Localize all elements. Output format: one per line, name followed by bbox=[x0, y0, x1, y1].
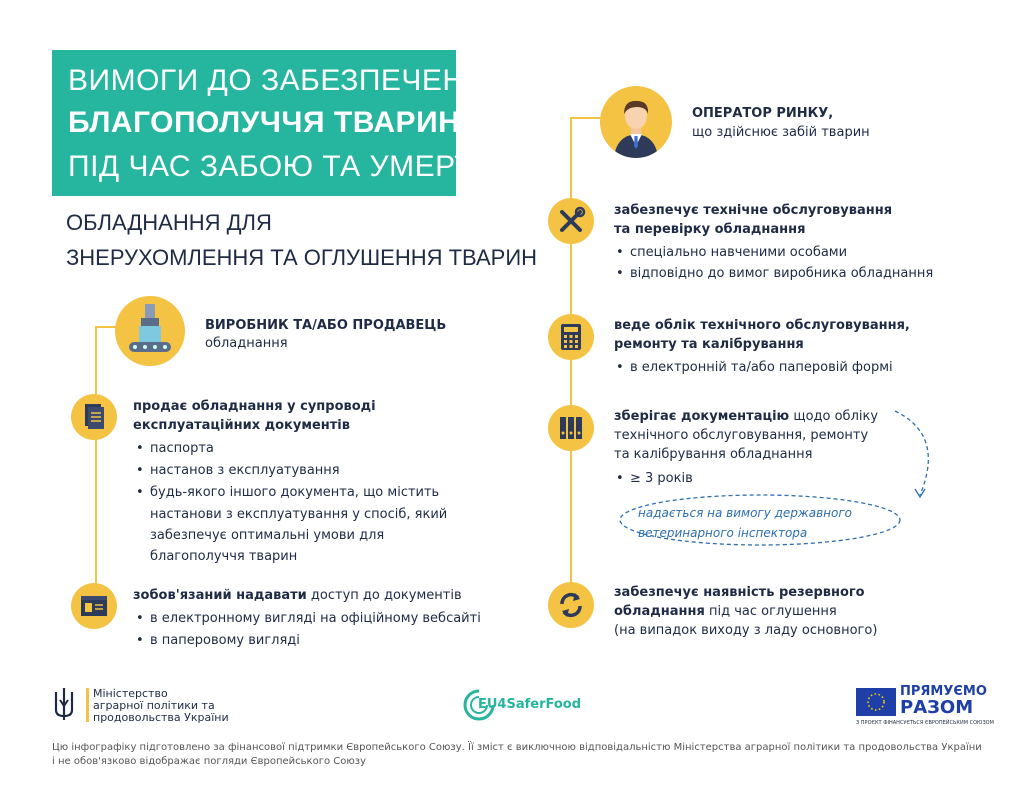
title-line-3: ПІД ЧАС ЗАБОЮ ТА УМЕРТВІННЯ bbox=[68, 150, 569, 183]
item-provide-access-rest: доступ до документів bbox=[306, 588, 462, 603]
bullet-other-document-cont-2: забезпечує оптимальні умови для bbox=[150, 528, 385, 543]
item-provide-access bbox=[133, 586, 462, 605]
tools-icon bbox=[548, 198, 594, 244]
website-icon bbox=[71, 583, 117, 629]
footer-disclaimer-line-1: Цю інфографіку підготовлено за фінансової підтримки Європейського Союзу. Її зміст є виключною відповідальністю Міністерства аграрної політики та продовольства України bbox=[52, 742, 982, 753]
together-line-2: РАЗОМ bbox=[900, 697, 974, 718]
item-provide-access-bold: зобов'язаний надавати bbox=[133, 588, 307, 603]
manufacturer-icon bbox=[115, 296, 185, 366]
item-records-line-2: ремонту та калібрування bbox=[614, 337, 804, 352]
bullet-manual: • настанов з експлуатування bbox=[150, 460, 340, 481]
title-banner bbox=[52, 50, 569, 196]
refresh-icon bbox=[548, 582, 594, 628]
bullet-three-years: • ≥ 3 років bbox=[630, 468, 693, 489]
note-line-1: надається на вимогу державного bbox=[638, 506, 852, 520]
calculator-icon bbox=[548, 314, 594, 360]
ministry-line-3: продовольства України bbox=[93, 711, 229, 724]
item-backup-line-2 bbox=[614, 602, 837, 621]
operator-subtitle: що здійснює забій тварин bbox=[692, 125, 870, 140]
item-sells-line-2: експлуатаційних документів bbox=[133, 418, 350, 433]
item-maintenance-line-1: забезпечує технічне обслуговування bbox=[614, 203, 893, 218]
bullet-manufacturer-requirements: • відповідно до вимог виробника обладнання bbox=[630, 263, 933, 284]
binders-icon bbox=[548, 405, 594, 451]
together-line-1: ПРЯМУЄМО bbox=[900, 684, 987, 699]
operator-avatar-icon bbox=[600, 86, 672, 158]
ministry-line-2: аграрної політики та bbox=[93, 699, 215, 712]
item-sells-line-1: продає обладнання у супроводі bbox=[133, 399, 376, 414]
subtitle-line-2: ЗНЕРУХОМЛЕННЯ ТА ОГЛУШЕННЯ ТВАРИН bbox=[66, 245, 538, 270]
item-backup-line-3: (на випадок виходу з ладу основного) bbox=[614, 623, 878, 638]
item-records-line-1: веде облік технічного обслуговування, bbox=[614, 318, 910, 333]
bullet-electronic-website: • в електронному вигляді на офіційному вебсайті bbox=[150, 608, 481, 629]
bullet-other-document: • будь-якого іншого документа, що містить bbox=[150, 482, 439, 503]
operator-title: ОПЕРАТОР РИНКУ, bbox=[692, 106, 834, 121]
trident-emblem-icon bbox=[52, 686, 76, 722]
item-backup-bold: обладнання bbox=[614, 604, 705, 619]
footer-disclaimer-line-2: і не обов'язково відображає погляди Європейського Союзу bbox=[52, 756, 366, 767]
eu-flag-icon bbox=[856, 688, 896, 716]
together-small: З ПРОЄКТ ФІНАНСУЄТЬСЯ ЄВРОПЕЙСЬКИМ СОЮЗОМ bbox=[856, 720, 994, 726]
item-documentation-line-3: та калібрування обладнання bbox=[614, 447, 813, 462]
ministry-accent-bar bbox=[86, 688, 89, 722]
item-backup-rest: під час оглушення bbox=[704, 604, 837, 619]
item-backup-line-1: забезпечує наявність резервного bbox=[614, 585, 865, 600]
bullet-other-document-cont-1: настанови з експлуатування у спосіб, який bbox=[150, 507, 448, 522]
documents-icon bbox=[71, 394, 117, 440]
eu4saferfood-text: EU4SaferFood bbox=[478, 697, 582, 712]
bullet-electronic-paper-form: • в електронній та/або паперовій формі bbox=[630, 357, 893, 378]
note-line-2: ветеринарного інспектора bbox=[638, 526, 808, 540]
subtitle-line-1: ОБЛАДНАННЯ ДЛЯ bbox=[66, 210, 272, 235]
item-maintenance-line-2: та перевірку обладнання bbox=[614, 222, 806, 237]
bullet-passport: • паспорта bbox=[150, 438, 214, 459]
manufacturer-title: ВИРОБНИК ТА/АБО ПРОДАВЕЦЬ bbox=[205, 318, 447, 333]
bullet-trained-persons: • спеціально навченими особами bbox=[630, 242, 847, 263]
item-documentation-rest: щодо обліку bbox=[789, 409, 879, 424]
item-documentation-bold: зберігає документацію bbox=[614, 409, 790, 424]
bullet-paper: • в паперовому вигляді bbox=[150, 630, 300, 651]
ministry-line-1: Міністерство bbox=[93, 687, 168, 700]
item-documentation-line-2: технічного обслуговування, ремонту bbox=[614, 428, 869, 443]
title-line-2: БЛАГОПОЛУЧЧЯ ТВАРИН bbox=[68, 106, 461, 139]
title-line-1: ВИМОГИ ДО ЗАБЕЗПЕЧЕННЯ bbox=[68, 64, 509, 97]
manufacturer-subtitle: обладнання bbox=[205, 336, 288, 351]
bullet-other-document-cont-3: благополуччя тварин bbox=[150, 549, 298, 564]
timeline-left bbox=[95, 326, 97, 626]
ministry-logo-text bbox=[93, 688, 229, 724]
